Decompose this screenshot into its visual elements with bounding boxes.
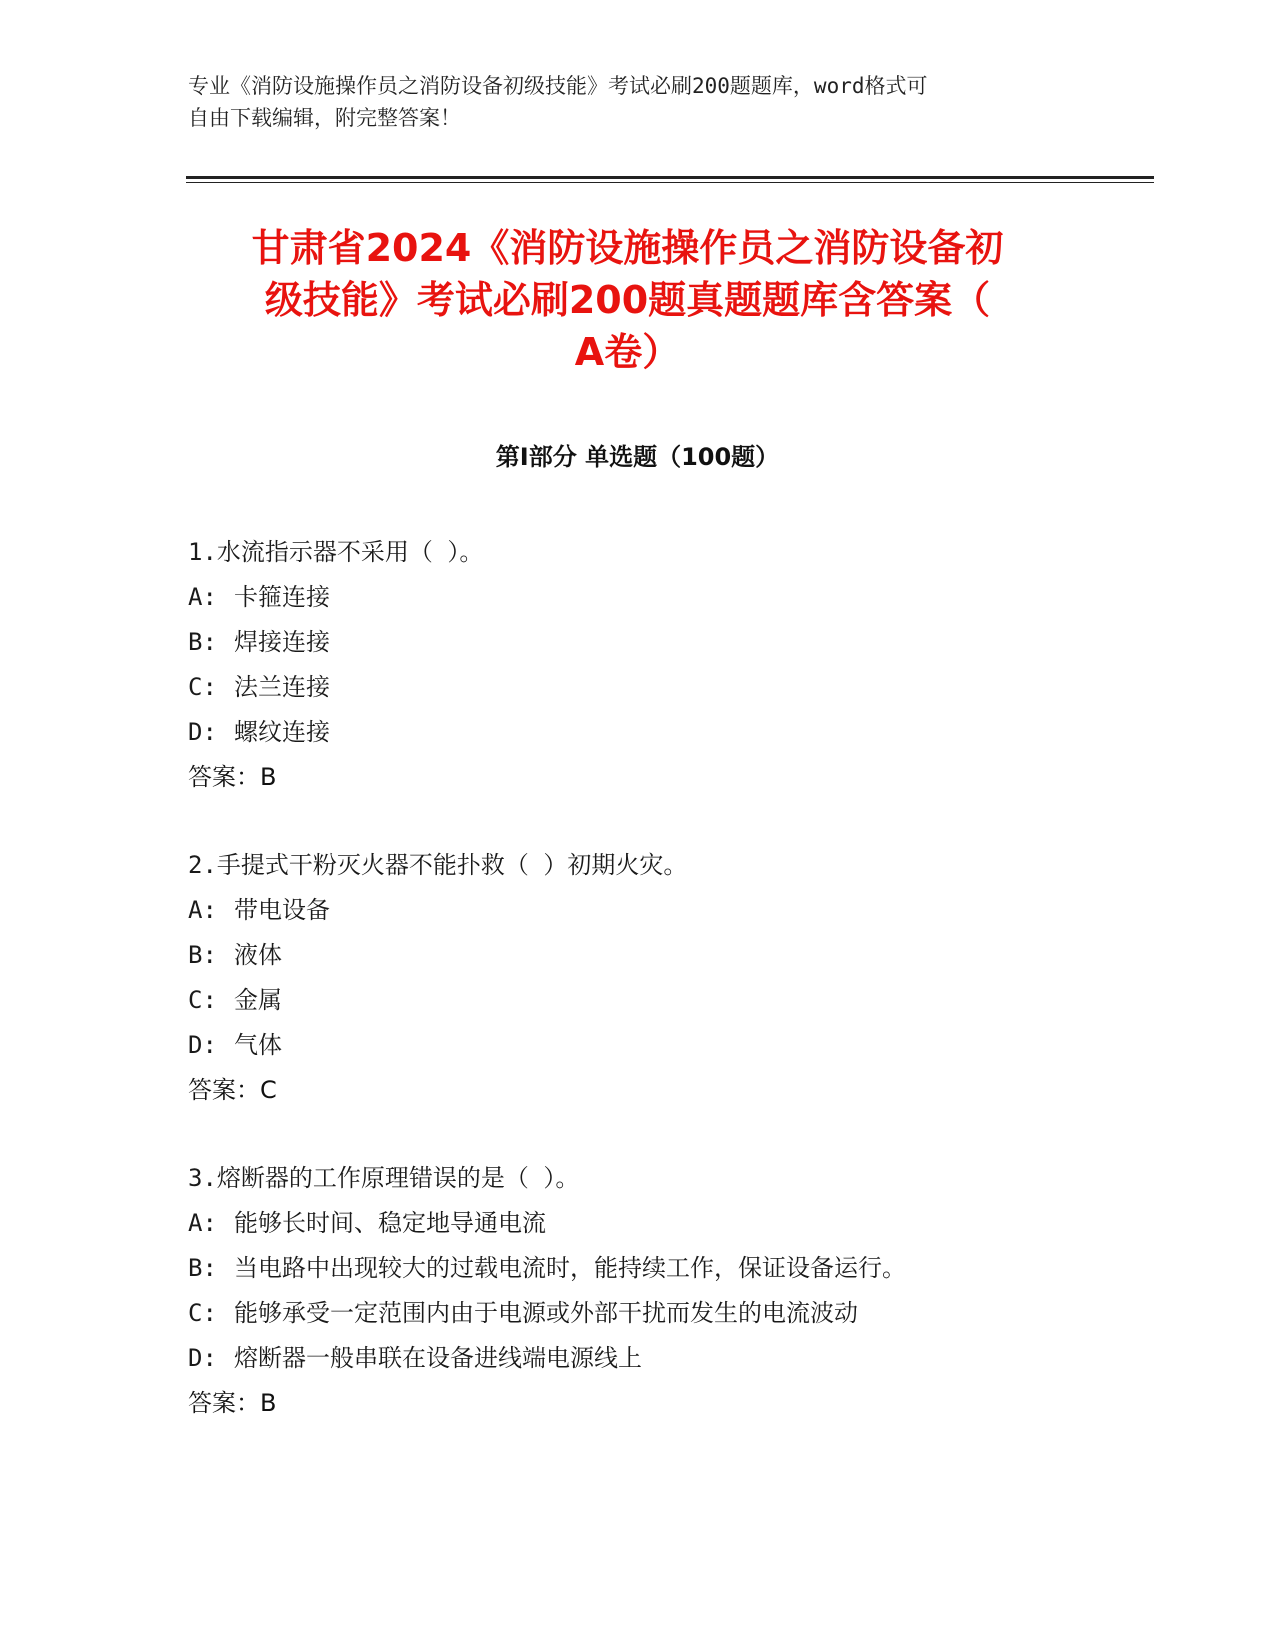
question-option: [188, 620, 1148, 665]
option-text: 气体: [234, 1031, 282, 1059]
option-text: 带电设备: [234, 896, 330, 924]
option-key: D:: [188, 718, 217, 746]
section-heading: 第I部分 单选题（100题）: [495, 443, 780, 471]
question-option: [188, 710, 1148, 755]
header-note-line: 自由下载编辑，附完整答案！: [188, 106, 461, 130]
question-item: [188, 1156, 1148, 1426]
question-answer: 答案：B: [188, 763, 277, 791]
question-answer: 答案：B: [188, 1389, 277, 1417]
option-text: 能够长时间、稳定地导通电流: [234, 1209, 546, 1237]
option-key: C:: [188, 1299, 217, 1327]
question-stem: 2.手提式干粉灭火器不能扑救（ ）初期火灾。: [188, 851, 688, 879]
option-text: 卡箍连接: [234, 583, 330, 611]
option-key: B:: [188, 628, 217, 656]
question-stem: 1.水流指示器不采用（ ）。: [188, 538, 484, 566]
question-option: [188, 933, 1148, 978]
option-text: 金属: [234, 986, 282, 1014]
document-title-line: A卷）: [574, 330, 681, 374]
question-option: [188, 1201, 1148, 1246]
option-key: D:: [188, 1031, 217, 1059]
question-option: [188, 665, 1148, 710]
option-key: B:: [188, 941, 217, 969]
question-list: [188, 530, 1148, 1469]
option-key: A:: [188, 1209, 217, 1237]
option-text: 螺纹连接: [234, 718, 330, 746]
header-divider-thin: [186, 182, 1154, 183]
option-key: B:: [188, 1254, 217, 1282]
option-text: 法兰连接: [234, 673, 330, 701]
option-key: C:: [188, 673, 217, 701]
question-option: [188, 1246, 1148, 1291]
question-option: [188, 1023, 1148, 1068]
header-note-line: 专业《消防设施操作员之消防设备初级技能》考试必刷200题题库，word格式可: [188, 74, 928, 98]
question-option: [188, 978, 1148, 1023]
question-option: [188, 575, 1148, 620]
question-stem: 3.熔断器的工作原理错误的是（ ）。: [188, 1164, 580, 1192]
option-text: 焊接连接: [234, 628, 330, 656]
option-text: 熔断器一般串联在设备进线端电源线上: [234, 1344, 642, 1372]
question-option: [188, 1336, 1148, 1381]
question-option: [188, 1291, 1148, 1336]
option-text: 液体: [234, 941, 282, 969]
option-text: 当电路中出现较大的过载电流时，能持续工作，保证设备运行。: [234, 1254, 906, 1282]
header-divider-thick: [186, 176, 1154, 179]
document-title-line: 甘肃省2024《消防设施操作员之消防设备初: [251, 226, 1004, 270]
document-title-line: 级技能》考试必刷200题真题题库含答案（: [264, 278, 991, 322]
document-title: [160, 222, 1095, 378]
question-item: [188, 843, 1148, 1113]
option-key: C:: [188, 986, 217, 1014]
option-text: 能够承受一定范围内由于电源或外部干扰而发生的电流波动: [234, 1299, 858, 1327]
question-item: [188, 530, 1148, 800]
option-key: D:: [188, 1344, 217, 1372]
header-note: [188, 70, 1088, 134]
question-option: [188, 888, 1148, 933]
option-key: A:: [188, 583, 217, 611]
option-key: A:: [188, 896, 217, 924]
question-answer: 答案：C: [188, 1076, 277, 1104]
